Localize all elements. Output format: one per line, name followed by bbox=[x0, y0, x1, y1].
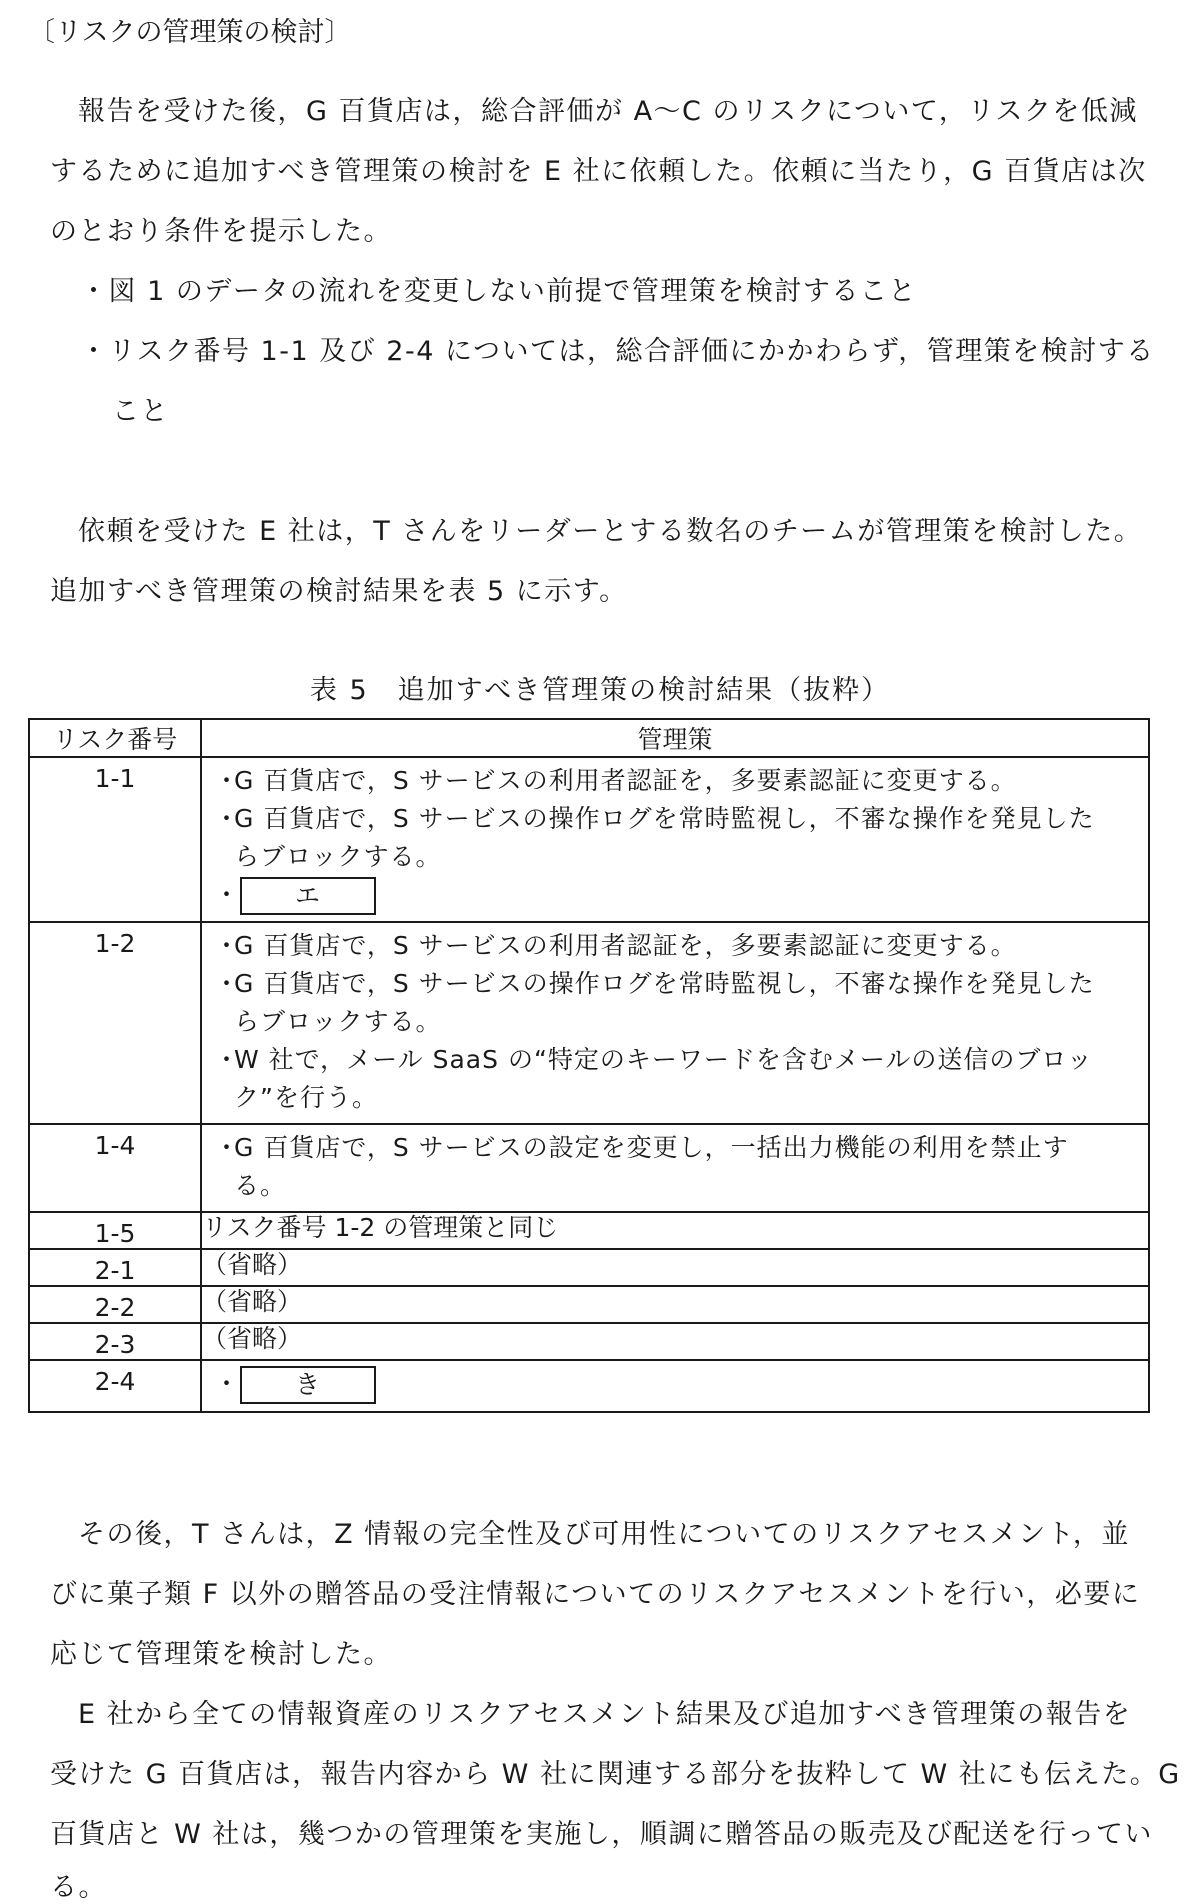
risk-number: 2-1 bbox=[29, 1249, 201, 1286]
measures-cell: （省略） bbox=[201, 1286, 1149, 1323]
table-caption: 表 5 追加すべき管理策の検討結果（抜粋） bbox=[309, 675, 891, 706]
measure-text-cont: らブロックする。 bbox=[234, 842, 442, 871]
measures-cell: リスク番号 1-2 の管理策と同じ bbox=[201, 1212, 1149, 1249]
table-row bbox=[29, 1249, 1149, 1286]
measures-cell: ・G 百貨店で，S サービスの利用者認証を，多要素認証に変更する。 ・G 百貨店で，S サービスの操作ログを常時監視し，不審な操作を発見した らブロックする。 ・ エ bbox=[201, 757, 1149, 922]
risk-number: 1-2 bbox=[29, 922, 201, 1124]
para1-line3: のとおり条件を提示した。 bbox=[50, 216, 392, 247]
risk-number: 1-1 bbox=[29, 757, 201, 922]
table-row bbox=[29, 757, 1149, 922]
table-row bbox=[29, 1323, 1149, 1360]
section-heading: 〔リスクの管理策の検討〕 bbox=[28, 17, 352, 48]
risk-number: 1-5 bbox=[29, 1212, 201, 1249]
para4-line1: E 社から全ての情報資産のリスクアセスメント結果及び追加すべき管理策の報告を bbox=[78, 1699, 1132, 1730]
measure-text-cont: る。 bbox=[234, 1171, 287, 1200]
table-header-row bbox=[29, 719, 1149, 757]
measure-text: W 社で，メール SaaS の“特定のキーワードを含むメールの送信のブロッ bbox=[234, 1045, 1093, 1074]
table-5 bbox=[28, 718, 1150, 1413]
measure-text: G 百貨店で，S サービスの利用者認証を，多要素認証に変更する。 bbox=[234, 766, 1017, 795]
measures-cell: ・ き bbox=[201, 1360, 1149, 1412]
condition-2-line1: ・リスク番号 1-1 及び 2-4 については，総合評価にかかわらず，管理策を検討する bbox=[80, 336, 1155, 367]
measure-text: G 百貨店で，S サービスの操作ログを常時監視し，不審な操作を発見した bbox=[234, 969, 1095, 998]
measures-cell: ・G 百貨店で，S サービスの設定を変更し，一括出力機能の利用を禁止す る。 bbox=[201, 1124, 1149, 1212]
para3-line1: その後，T さんは，Z 情報の完全性及び可用性についてのリスクアセスメント，並 bbox=[78, 1519, 1130, 1550]
para2-line1: 依頼を受けた E 社は，T さんをリーダーとする数名のチームが管理策を検討した。 bbox=[78, 516, 1143, 547]
risk-number: 2-2 bbox=[29, 1286, 201, 1323]
table-row bbox=[29, 1124, 1149, 1212]
para4-line4: る。 bbox=[50, 1872, 107, 1903]
measures-cell: （省略） bbox=[201, 1249, 1149, 1286]
risk-number: 1-4 bbox=[29, 1124, 201, 1212]
para1-line2: するために追加すべき管理策の検討を E 社に依頼した。依頼に当たり，G 百貨店は次 bbox=[50, 156, 1147, 187]
answer-blank-ki: き bbox=[240, 1366, 376, 1404]
risk-number: 2-3 bbox=[29, 1323, 201, 1360]
para4-line2: 受けた G 百貨店は，報告内容から W 社に関連する部分を抜粋して W 社にも伝えた。G bbox=[50, 1759, 1181, 1790]
answer-blank-e: エ bbox=[240, 877, 376, 915]
table-row bbox=[29, 1360, 1149, 1412]
measure-text: G 百貨店で，S サービスの利用者認証を，多要素認証に変更する。 bbox=[234, 931, 1017, 960]
table-row bbox=[29, 1212, 1149, 1249]
para4-line3: 百貨店と W 社は，幾つかの管理策を実施し，順調に贈答品の販売及び配送を行ってい bbox=[50, 1819, 1153, 1850]
para3-line2: びに菓子類 F 以外の贈答品の受注情報についてのリスクアセスメントを行い，必要に bbox=[50, 1579, 1141, 1610]
table-row bbox=[29, 922, 1149, 1124]
para2-line2: 追加すべき管理策の検討結果を表 5 に示す。 bbox=[50, 576, 628, 607]
measure-text-cont: ク”を行う。 bbox=[234, 1083, 378, 1112]
measure-text-cont: らブロックする。 bbox=[234, 1007, 442, 1036]
risk-number: 2-4 bbox=[29, 1360, 201, 1412]
condition-1: ・図 1 のデータの流れを変更しない前提で管理策を検討すること bbox=[80, 276, 917, 307]
para1-line1: 報告を受けた後，G 百貨店は，総合評価が A〜C のリスクについて，リスクを低減 bbox=[78, 96, 1138, 127]
header-risk-number: リスク番号 bbox=[29, 719, 201, 757]
table-row bbox=[29, 1286, 1149, 1323]
para3-line3: 応じて管理策を検討した。 bbox=[50, 1639, 392, 1670]
measures-cell: （省略） bbox=[201, 1323, 1149, 1360]
header-measures: 管理策 bbox=[201, 719, 1149, 757]
measure-text: G 百貨店で，S サービスの操作ログを常時監視し，不審な操作を発見した bbox=[234, 804, 1095, 833]
condition-2-line2: こと bbox=[112, 396, 169, 427]
measure-text: G 百貨店で，S サービスの設定を変更し，一括出力機能の利用を禁止す bbox=[234, 1133, 1069, 1162]
measures-cell: ・G 百貨店で，S サービスの利用者認証を，多要素認証に変更する。 ・G 百貨店で，S サービスの操作ログを常時監視し，不審な操作を発見した らブロックする。 ・W 社で，メール SaaS の“特定のキーワードを含むメールの送信のブロッ ク”を行う。 bbox=[201, 922, 1149, 1124]
